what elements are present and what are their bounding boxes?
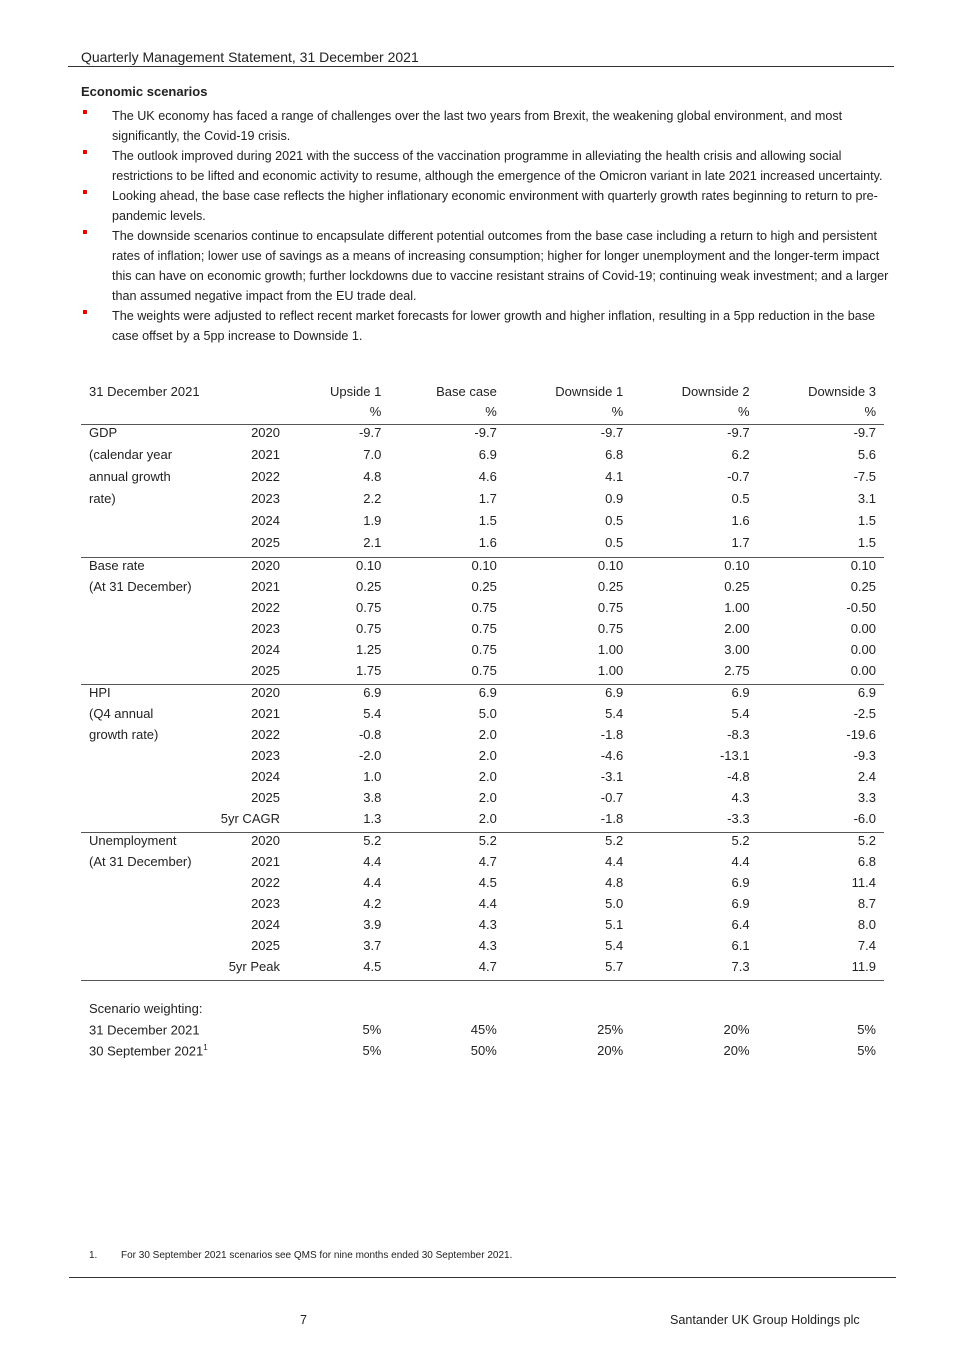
weighting-value: 20% <box>597 1043 624 1058</box>
year-label: 2021 <box>251 854 280 869</box>
row-group-label: HPI <box>81 685 212 707</box>
empty-cell <box>212 384 288 404</box>
value-cell: 6.9 <box>731 875 750 890</box>
value-cell: 6.9 <box>631 685 757 707</box>
value-cell: 0.75 <box>356 621 382 636</box>
weighting-title: Scenario weighting: <box>89 1001 203 1016</box>
table-row <box>81 875 884 896</box>
value-cell: 4.2 <box>363 896 382 911</box>
value-cell: 0.75 <box>471 600 497 615</box>
value-cell: 4.5 <box>478 875 497 890</box>
value-cell: 1.3 <box>363 811 382 826</box>
value-cell: -1.8 <box>600 727 624 742</box>
year-label: 2022 <box>251 469 280 484</box>
value-cell: 4.4 <box>731 854 750 869</box>
value-cell: 5.2 <box>631 833 757 855</box>
year-label: 2020 <box>212 425 288 448</box>
value-cell: 0.75 <box>471 663 497 678</box>
value-cell: 1.7 <box>478 491 497 506</box>
value-cell: 5.2 <box>389 833 504 855</box>
empty-cell <box>758 981 884 1002</box>
value-cell: 0.75 <box>471 642 497 657</box>
value-cell: 6.1 <box>731 938 750 953</box>
row-group-label: GDP <box>81 425 212 448</box>
empty-cell <box>81 981 212 1002</box>
value-cell: 0.5 <box>731 491 750 506</box>
weighting-row <box>81 1043 884 1064</box>
value-cell: -1.8 <box>600 811 624 826</box>
year-label: 2024 <box>251 513 280 528</box>
value-cell: 4.4 <box>605 854 624 869</box>
value-cell: 1.9 <box>363 513 382 528</box>
table-row <box>81 917 884 938</box>
footnote-text: For 30 September 2021 scenarios see QMS for nine months ended 30 September 2021. <box>121 1250 513 1261</box>
value-cell: 3.3 <box>857 790 876 805</box>
table-row <box>81 600 884 621</box>
value-cell: 5.2 <box>505 833 631 855</box>
value-cell: 0.10 <box>389 558 504 580</box>
value-cell: 4.1 <box>605 469 624 484</box>
value-cell: 2.0 <box>478 727 497 742</box>
value-cell: 6.9 <box>758 685 884 707</box>
header-divider <box>68 66 894 67</box>
value-cell: -9.7 <box>389 425 504 448</box>
unit-label: % <box>369 404 382 419</box>
weighting-value: 45% <box>470 1022 497 1037</box>
table-row <box>81 769 884 790</box>
row-group-label <box>81 875 212 896</box>
value-cell: 1.00 <box>597 663 624 678</box>
weighting-value: 5% <box>857 1043 876 1058</box>
value-cell: -2.0 <box>358 748 382 763</box>
value-cell: 1.7 <box>731 535 750 550</box>
value-cell: 0.25 <box>597 579 624 594</box>
value-cell: 4.4 <box>363 875 382 890</box>
value-cell: 5.4 <box>363 706 382 721</box>
document-header: Quarterly Management Statement, 31 December 2021 <box>81 49 419 65</box>
weighting-value: 5% <box>362 1022 382 1037</box>
value-cell: -19.6 <box>846 727 876 742</box>
value-cell: 0.00 <box>850 663 876 678</box>
value-cell: -0.7 <box>727 469 750 484</box>
value-cell: 4.7 <box>478 854 497 869</box>
row-group-label: annual growth <box>89 469 171 484</box>
value-cell: 4.4 <box>363 854 382 869</box>
value-cell: 0.10 <box>505 558 631 580</box>
value-cell: 4.8 <box>363 469 382 484</box>
value-cell: -9.3 <box>853 748 876 763</box>
value-cell: -0.7 <box>600 790 624 805</box>
value-cell: 5.0 <box>478 706 497 721</box>
date-label: 31 December 2021 <box>89 384 200 399</box>
value-cell: 4.4 <box>478 896 497 911</box>
weighting-date: 30 September 2021 <box>89 1043 204 1059</box>
value-cell: 6.4 <box>731 917 750 932</box>
row-group-label <box>81 811 212 833</box>
value-cell: 2.0 <box>478 769 497 784</box>
value-cell: 7.0 <box>363 447 382 462</box>
value-cell: 5.7 <box>605 959 624 974</box>
value-cell: -7.5 <box>853 469 876 484</box>
table-row <box>81 425 884 448</box>
value-cell: 5.4 <box>605 938 624 953</box>
value-cell: -6.0 <box>853 811 876 826</box>
year-label: 2023 <box>251 748 280 763</box>
row-group-label: growth rate) <box>89 727 159 742</box>
value-cell: 6.9 <box>505 685 631 707</box>
weighting-value: 5% <box>362 1043 382 1058</box>
value-cell: 6.8 <box>857 854 876 869</box>
page-number: 7 <box>300 1313 308 1327</box>
table-row <box>81 558 884 580</box>
value-cell: 3.9 <box>363 917 382 932</box>
year-label: 2020 <box>212 833 288 855</box>
row-group-label <box>81 663 212 685</box>
unit-label: % <box>611 404 624 419</box>
unit-label: % <box>864 404 876 419</box>
value-cell: 3.7 <box>363 938 382 953</box>
value-cell: 7.4 <box>857 938 876 953</box>
value-cell: -4.6 <box>600 748 624 763</box>
weighting-value: 50% <box>470 1043 497 1058</box>
value-cell: 5.1 <box>605 917 624 932</box>
table-row <box>81 959 884 981</box>
value-cell: 4.5 <box>363 959 382 974</box>
table-row <box>81 896 884 917</box>
value-cell: 6.9 <box>478 447 497 462</box>
value-cell: 2.4 <box>857 769 876 784</box>
year-label: 2024 <box>251 769 280 784</box>
value-cell: 2.0 <box>478 748 497 763</box>
value-cell: 6.9 <box>389 685 504 707</box>
value-cell: -9.7 <box>288 425 389 448</box>
unit-row <box>81 404 884 425</box>
table-row <box>81 535 884 558</box>
year-label: 2021 <box>251 706 280 721</box>
value-cell: -3.3 <box>727 811 750 826</box>
row-group-label <box>81 535 212 558</box>
year-label: 2024 <box>251 917 280 932</box>
table-row <box>81 663 884 685</box>
value-cell: 0.75 <box>356 600 382 615</box>
unit-label: % <box>485 404 497 419</box>
unit-label: % <box>738 404 750 419</box>
section-title: Economic scenarios <box>81 84 208 99</box>
empty-cell <box>631 981 757 1002</box>
row-group-label: Unemployment <box>81 833 212 855</box>
value-cell: 6.8 <box>605 447 624 462</box>
value-cell: 2.2 <box>363 491 382 506</box>
bullet-item: The downside scenarios continue to encapsulate different potential outcomes from the base case including a return to high and persistent rates of inflation; lower use of savings as a means of increasing consumption; higher for longer unemployment and the longer-term impact this can have on economic growth; further lockdowns due to vaccine resistant strains of Covid-19; continuing weak investment; and a larger than assumed negative impact from the EU trade deal. <box>81 226 893 306</box>
value-cell: 1.00 <box>597 642 624 657</box>
year-label: 2022 <box>251 875 280 890</box>
value-cell: 3.1 <box>857 491 876 506</box>
value-cell: 0.10 <box>631 558 757 580</box>
empty-cell <box>505 981 631 1002</box>
value-cell: 5.4 <box>731 706 750 721</box>
value-cell: -0.8 <box>358 727 382 742</box>
value-cell: 5.2 <box>288 833 389 855</box>
table-row <box>81 854 884 875</box>
value-cell: 2.00 <box>724 621 750 636</box>
value-cell: 0.25 <box>471 579 497 594</box>
value-cell: 2.1 <box>363 535 382 550</box>
row-group-label <box>81 642 212 663</box>
table-row <box>81 642 884 663</box>
column-header: Upside 1 <box>330 384 382 399</box>
value-cell: 0.75 <box>471 621 497 636</box>
year-label: 2023 <box>251 621 280 636</box>
value-cell: -0.50 <box>846 600 876 615</box>
row-group-label <box>81 896 212 917</box>
value-cell: 6.2 <box>731 447 750 462</box>
weighting-date: 31 December 2021 <box>89 1022 200 1038</box>
value-cell: 3.8 <box>363 790 382 805</box>
row-group-label <box>81 790 212 811</box>
spacer-row <box>81 981 884 1002</box>
column-header: Downside 3 <box>808 384 876 399</box>
table-row <box>81 938 884 959</box>
year-label: 2022 <box>251 727 280 742</box>
year-label: 2023 <box>251 491 280 506</box>
value-cell: 4.3 <box>478 917 497 932</box>
value-cell: 1.5 <box>857 513 876 528</box>
value-cell: -13.1 <box>719 748 750 763</box>
row-group-label <box>81 769 212 790</box>
table-row <box>81 727 884 748</box>
value-cell: 4.3 <box>731 790 750 805</box>
weighting-value: 20% <box>723 1043 750 1058</box>
row-group-label <box>81 959 212 981</box>
value-cell: 0.75 <box>597 621 624 636</box>
table-row <box>81 748 884 769</box>
table-row <box>81 790 884 811</box>
bullet-item: The UK economy has faced a range of challenges over the last two years from Brexit, the weakening global environment, and most significantly, the Covid-19 crisis. <box>81 106 893 146</box>
value-cell: 1.5 <box>857 535 876 550</box>
table-row <box>81 469 884 491</box>
table-row <box>81 491 884 513</box>
row-group-label: Base rate <box>81 558 212 580</box>
year-label: 5yr CAGR <box>220 811 280 826</box>
year-label: 2021 <box>251 447 280 462</box>
value-cell: 0.25 <box>850 579 876 594</box>
scenario-table <box>81 384 884 1064</box>
empty-cell <box>212 981 288 1002</box>
value-cell: 0.5 <box>605 535 624 550</box>
value-cell: 0.75 <box>597 600 624 615</box>
bullet-item: The outlook improved during 2021 with the success of the vaccination programme in alleviating the health crisis and allowing social restrictions to be lifted and economic activity to resume, although the emergence of the Omicron variant in late 2021 increased uncertainty. <box>81 146 893 186</box>
bullet-item: Looking ahead, the base case reflects the higher inflationary economic environment with quarterly growth rates beginning to return to pre-pandemic levels. <box>81 186 893 226</box>
value-cell: 4.7 <box>478 959 497 974</box>
empty-cell <box>212 404 288 425</box>
value-cell: 0.25 <box>724 579 750 594</box>
table-row <box>81 579 884 600</box>
row-group-label: (At 31 December) <box>89 579 192 594</box>
value-cell: -3.1 <box>600 769 624 784</box>
column-header: Downside 2 <box>681 384 750 399</box>
footnote <box>89 1250 512 1261</box>
weighting-value: 25% <box>597 1022 624 1037</box>
value-cell: -9.7 <box>758 425 884 448</box>
year-label: 5yr Peak <box>228 959 280 974</box>
table-row <box>81 621 884 642</box>
column-header: Base case <box>436 384 497 399</box>
year-label: 2025 <box>251 938 280 953</box>
value-cell: 5.6 <box>857 447 876 462</box>
value-cell: 1.6 <box>478 535 497 550</box>
year-label: 2023 <box>251 896 280 911</box>
value-cell: 2.75 <box>724 663 750 678</box>
table-row <box>81 685 884 707</box>
row-group-label <box>81 600 212 621</box>
value-cell: 0.5 <box>605 513 624 528</box>
value-cell: 1.5 <box>478 513 497 528</box>
value-cell: 6.9 <box>731 896 750 911</box>
value-cell: 5.4 <box>605 706 624 721</box>
value-cell: 8.7 <box>857 896 876 911</box>
value-cell: -8.3 <box>727 727 750 742</box>
value-cell: 8.0 <box>857 917 876 932</box>
footnote-ref: 1 <box>203 1043 208 1052</box>
value-cell: 0.25 <box>356 579 382 594</box>
value-cell: 1.00 <box>724 600 750 615</box>
footnote-number: 1. <box>89 1250 98 1261</box>
footer-divider <box>69 1277 896 1278</box>
year-label: 2025 <box>251 663 280 678</box>
weighting-label <box>81 1043 288 1064</box>
row-group-label <box>81 621 212 642</box>
value-cell: 2.0 <box>478 790 497 805</box>
value-cell: 11.9 <box>851 959 876 974</box>
empty-cell <box>81 404 212 425</box>
value-cell: -2.5 <box>853 706 876 721</box>
row-group-label: (Q4 annual <box>89 706 154 721</box>
table-row <box>81 706 884 727</box>
table-row <box>81 811 884 833</box>
year-label: 2020 <box>212 685 288 707</box>
bullet-item: The weights were adjusted to reflect recent market forecasts for lower growth and higher inflation, resulting in a 5pp reduction in the base case offset by a 5pp increase to Downside 1. <box>81 306 893 346</box>
value-cell: 0.00 <box>850 621 876 636</box>
value-cell: 1.0 <box>363 769 382 784</box>
value-cell: 11.4 <box>851 875 876 890</box>
row-group-label <box>81 748 212 769</box>
year-label: 2020 <box>212 558 288 580</box>
table-row <box>81 447 884 469</box>
header-row <box>81 384 884 404</box>
row-group-label: rate) <box>89 491 116 506</box>
value-cell: 0.9 <box>605 491 624 506</box>
empty-cell <box>389 981 504 1002</box>
weighting-value: 5% <box>857 1022 876 1037</box>
value-cell: 0.10 <box>288 558 389 580</box>
weighting-label <box>81 1022 288 1043</box>
year-label: 2025 <box>251 790 280 805</box>
weighting-title-row <box>81 1001 884 1022</box>
value-cell: -9.7 <box>631 425 757 448</box>
bullet-list <box>81 106 893 346</box>
table-row <box>81 513 884 535</box>
weighting-row <box>81 1022 884 1043</box>
year-label: 2022 <box>251 600 280 615</box>
year-label: 2025 <box>251 535 280 550</box>
value-cell: -4.8 <box>727 769 750 784</box>
value-cell: 0.00 <box>850 642 876 657</box>
year-label: 2024 <box>251 642 280 657</box>
value-cell: 3.00 <box>724 642 750 657</box>
value-cell: 7.3 <box>731 959 750 974</box>
year-label: 2021 <box>251 579 280 594</box>
row-group-label <box>81 917 212 938</box>
value-cell: 6.9 <box>288 685 389 707</box>
row-group-label: (At 31 December) <box>89 854 192 869</box>
value-cell: 4.3 <box>478 938 497 953</box>
weighting-value: 20% <box>723 1022 750 1037</box>
value-cell: 2.0 <box>478 811 497 826</box>
value-cell: 5.2 <box>758 833 884 855</box>
row-group-label: (calendar year <box>89 447 173 462</box>
value-cell: 4.8 <box>605 875 624 890</box>
value-cell: 1.6 <box>731 513 750 528</box>
value-cell: -9.7 <box>505 425 631 448</box>
row-group-label <box>81 938 212 959</box>
value-cell: 1.75 <box>356 663 382 678</box>
value-cell: 1.25 <box>356 642 382 657</box>
row-group-label <box>81 513 212 535</box>
column-header: Downside 1 <box>555 384 624 399</box>
value-cell: 4.6 <box>478 469 497 484</box>
value-cell: 0.10 <box>758 558 884 580</box>
company-name: Santander UK Group Holdings plc <box>670 1313 860 1327</box>
value-cell: 5.0 <box>605 896 624 911</box>
empty-cell <box>288 981 389 1002</box>
table-row <box>81 833 884 855</box>
